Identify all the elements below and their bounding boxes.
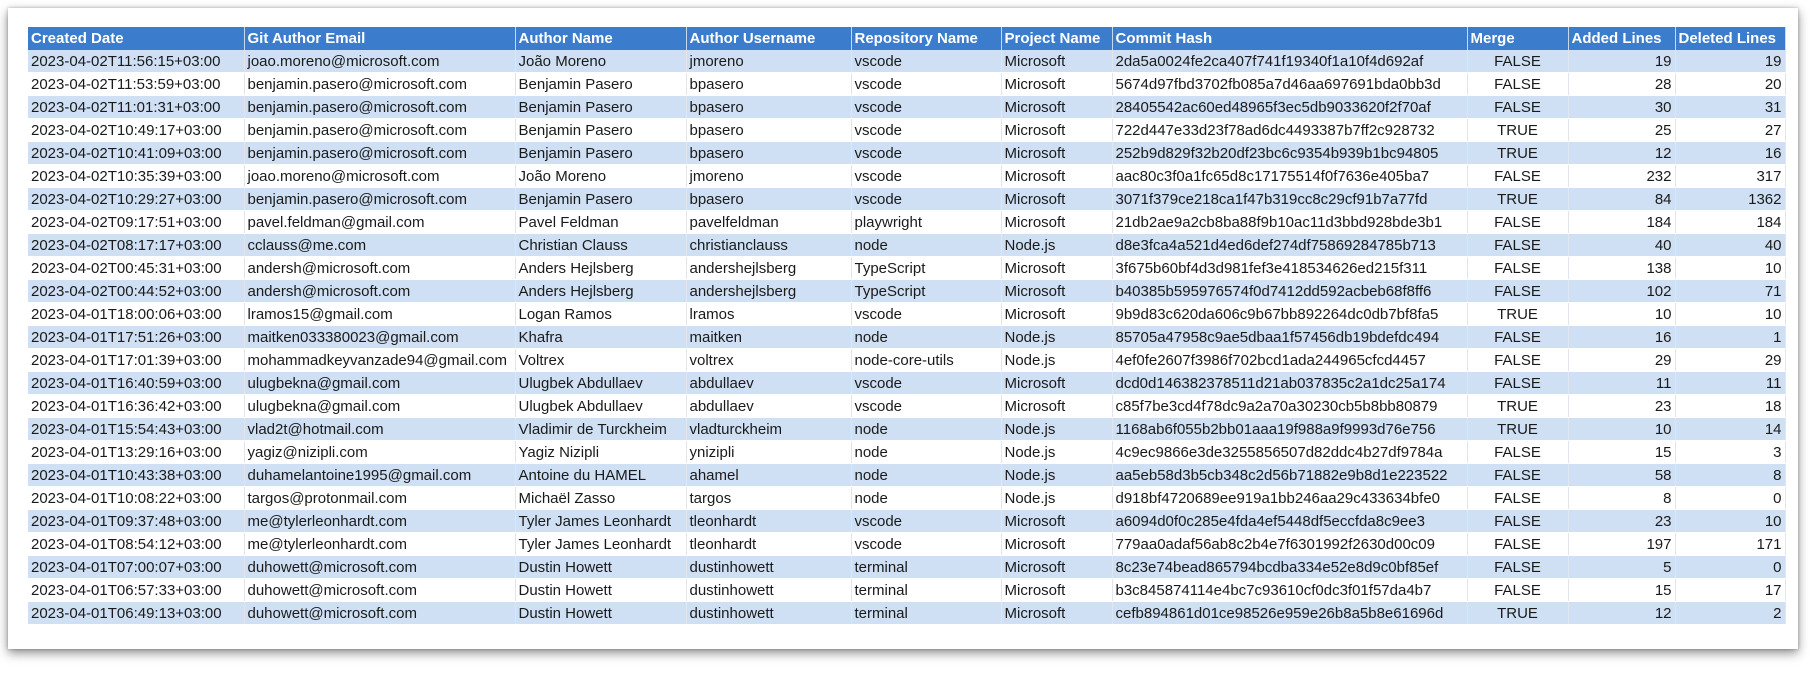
- table-row: [28, 602, 1785, 625]
- commit-hash-cell[interactable]: 252b9d829f32b20df23bc6c9354b939b1bc94805: [1112, 142, 1467, 165]
- table-row: [28, 211, 1785, 234]
- merge-cell[interactable]: FALSE: [1467, 326, 1568, 349]
- project-name-cell[interactable]: Microsoft: [1001, 510, 1112, 533]
- project-name-cell[interactable]: Node.js: [1001, 464, 1112, 487]
- author-username-cell[interactable]: tleonhardt: [686, 510, 851, 533]
- author-name-cell[interactable]: Benjamin Pasero: [515, 142, 686, 165]
- author-email-cell[interactable]: joao.moreno@microsoft.com: [244, 50, 515, 73]
- created-date-cell[interactable]: 2023-04-02T09:17:51+03:00: [28, 211, 244, 234]
- merge-cell[interactable]: TRUE: [1467, 602, 1568, 625]
- author-email-cell[interactable]: duhowett@microsoft.com: [244, 579, 515, 602]
- merge-cell[interactable]: FALSE: [1467, 464, 1568, 487]
- project-name-cell[interactable]: Node.js: [1001, 349, 1112, 372]
- author-username-cell[interactable]: vladturckheim: [686, 418, 851, 441]
- merge-cell[interactable]: FALSE: [1467, 165, 1568, 188]
- added-lines-cell[interactable]: 138: [1568, 257, 1675, 280]
- repository-name-cell[interactable]: vscode: [851, 188, 1001, 211]
- author-name-cell[interactable]: Benjamin Pasero: [515, 119, 686, 142]
- table-row: [28, 257, 1785, 280]
- added-lines-cell[interactable]: 30: [1568, 96, 1675, 119]
- added-lines-cell[interactable]: 28: [1568, 73, 1675, 96]
- col-header-added-lines[interactable]: Added Lines: [1568, 27, 1675, 50]
- author-email-cell[interactable]: pavel.feldman@gmail.com: [244, 211, 515, 234]
- project-name-cell[interactable]: Microsoft: [1001, 211, 1112, 234]
- author-email-cell[interactable]: duhowett@microsoft.com: [244, 556, 515, 579]
- created-date-cell[interactable]: 2023-04-02T00:45:31+03:00: [28, 257, 244, 280]
- project-name-cell[interactable]: Microsoft: [1001, 533, 1112, 556]
- repository-name-cell[interactable]: vscode: [851, 119, 1001, 142]
- table-row: [28, 349, 1785, 372]
- commit-hash-cell[interactable]: a6094d0f0c285e4fda4ef5448df5eccfda8c9ee3: [1112, 510, 1467, 533]
- author-username-cell[interactable]: bpasero: [686, 73, 851, 96]
- author-username-cell[interactable]: jmoreno: [686, 165, 851, 188]
- project-name-cell[interactable]: Microsoft: [1001, 96, 1112, 119]
- added-lines-cell[interactable]: 84: [1568, 188, 1675, 211]
- table-row: [28, 579, 1785, 602]
- project-name-cell[interactable]: Microsoft: [1001, 579, 1112, 602]
- spreadsheet-card: [8, 8, 1798, 649]
- author-name-cell[interactable]: Ulugbek Abdullaev: [515, 395, 686, 418]
- project-name-cell[interactable]: Microsoft: [1001, 372, 1112, 395]
- author-name-cell[interactable]: Logan Ramos: [515, 303, 686, 326]
- author-name-cell[interactable]: Dustin Howett: [515, 602, 686, 625]
- repository-name-cell[interactable]: terminal: [851, 579, 1001, 602]
- col-header-repository-name[interactable]: Repository Name: [851, 27, 1001, 50]
- deleted-lines-cell[interactable]: 29: [1675, 349, 1785, 372]
- project-name-cell[interactable]: Microsoft: [1001, 303, 1112, 326]
- deleted-lines-cell[interactable]: 71: [1675, 280, 1785, 303]
- project-name-cell[interactable]: Microsoft: [1001, 50, 1112, 73]
- author-username-cell[interactable]: andershejlsberg: [686, 280, 851, 303]
- col-header-commit-hash[interactable]: Commit Hash: [1112, 27, 1467, 50]
- deleted-lines-cell[interactable]: 3: [1675, 441, 1785, 464]
- col-header-project-name[interactable]: Project Name: [1001, 27, 1112, 50]
- repository-name-cell[interactable]: vscode: [851, 142, 1001, 165]
- author-username-cell[interactable]: abdullaev: [686, 395, 851, 418]
- repository-name-cell[interactable]: vscode: [851, 96, 1001, 119]
- repository-name-cell[interactable]: node: [851, 234, 1001, 257]
- deleted-lines-cell[interactable]: 0: [1675, 487, 1785, 510]
- col-header-deleted-lines[interactable]: Deleted Lines: [1675, 27, 1785, 50]
- project-name-cell[interactable]: Microsoft: [1001, 280, 1112, 303]
- commit-hash-cell[interactable]: 4ef0fe2607f3986f702bcd1ada244965cfcd4457: [1112, 349, 1467, 372]
- repository-name-cell[interactable]: TypeScript: [851, 257, 1001, 280]
- added-lines-cell[interactable]: 197: [1568, 533, 1675, 556]
- project-name-cell[interactable]: Microsoft: [1001, 142, 1112, 165]
- table-row: [28, 142, 1785, 165]
- deleted-lines-cell[interactable]: 20: [1675, 73, 1785, 96]
- created-date-cell[interactable]: 2023-04-01T18:00:06+03:00: [28, 303, 244, 326]
- created-date-cell[interactable]: 2023-04-02T10:41:09+03:00: [28, 142, 244, 165]
- col-header-author-name[interactable]: Author Name: [515, 27, 686, 50]
- created-date-cell[interactable]: 2023-04-02T11:53:59+03:00: [28, 73, 244, 96]
- created-date-cell[interactable]: 2023-04-01T08:54:12+03:00: [28, 533, 244, 556]
- table-row: [28, 418, 1785, 441]
- deleted-lines-cell[interactable]: 317: [1675, 165, 1785, 188]
- created-date-cell[interactable]: 2023-04-02T11:56:15+03:00: [28, 50, 244, 73]
- merge-cell[interactable]: FALSE: [1467, 441, 1568, 464]
- author-name-cell[interactable]: Tyler James Leonhardt: [515, 510, 686, 533]
- deleted-lines-cell[interactable]: 10: [1675, 257, 1785, 280]
- table-row: [28, 303, 1785, 326]
- merge-cell[interactable]: FALSE: [1467, 556, 1568, 579]
- author-username-cell[interactable]: maitken: [686, 326, 851, 349]
- project-name-cell[interactable]: Node.js: [1001, 441, 1112, 464]
- created-date-cell[interactable]: 2023-04-02T08:17:17+03:00: [28, 234, 244, 257]
- merge-cell[interactable]: TRUE: [1467, 188, 1568, 211]
- repository-name-cell[interactable]: vscode: [851, 533, 1001, 556]
- author-email-cell[interactable]: benjamin.pasero@microsoft.com: [244, 142, 515, 165]
- col-header-merge[interactable]: Merge: [1467, 27, 1568, 50]
- added-lines-cell[interactable]: 12: [1568, 602, 1675, 625]
- author-name-cell[interactable]: Benjamin Pasero: [515, 73, 686, 96]
- commit-hash-cell[interactable]: 722d447e33d23f78ad6dc4493387b7ff2c928732: [1112, 119, 1467, 142]
- table-row: [28, 96, 1785, 119]
- author-email-cell[interactable]: cclauss@me.com: [244, 234, 515, 257]
- added-lines-cell[interactable]: 23: [1568, 395, 1675, 418]
- commit-hash-cell[interactable]: 3f675b60bf4d3d981fef3e418534626ed215f311: [1112, 257, 1467, 280]
- repository-name-cell[interactable]: terminal: [851, 602, 1001, 625]
- merge-cell[interactable]: TRUE: [1467, 303, 1568, 326]
- merge-cell[interactable]: FALSE: [1467, 579, 1568, 602]
- author-email-cell[interactable]: andersh@microsoft.com: [244, 280, 515, 303]
- deleted-lines-cell[interactable]: 16: [1675, 142, 1785, 165]
- repository-name-cell[interactable]: playwright: [851, 211, 1001, 234]
- repository-name-cell[interactable]: vscode: [851, 303, 1001, 326]
- author-email-cell[interactable]: ulugbekna@gmail.com: [244, 372, 515, 395]
- merge-cell[interactable]: TRUE: [1467, 119, 1568, 142]
- added-lines-cell[interactable]: 16: [1568, 326, 1675, 349]
- added-lines-cell[interactable]: 10: [1568, 418, 1675, 441]
- added-lines-cell[interactable]: 58: [1568, 464, 1675, 487]
- commit-hash-cell[interactable]: aa5eb58d3b5cb348c2d56b71882e9b8d1e223522: [1112, 464, 1467, 487]
- deleted-lines-cell[interactable]: 10: [1675, 510, 1785, 533]
- repository-name-cell[interactable]: node: [851, 464, 1001, 487]
- author-email-cell[interactable]: benjamin.pasero@microsoft.com: [244, 188, 515, 211]
- table-row: [28, 533, 1785, 556]
- deleted-lines-cell[interactable]: 40: [1675, 234, 1785, 257]
- table-row: [28, 280, 1785, 303]
- table-row: [28, 50, 1785, 73]
- author-username-cell[interactable]: dustinhowett: [686, 579, 851, 602]
- commit-hash-cell[interactable]: 2da5a0024fe2ca407f741f19340f1a10f4d692af: [1112, 50, 1467, 73]
- added-lines-cell[interactable]: 102: [1568, 280, 1675, 303]
- merge-cell[interactable]: FALSE: [1467, 211, 1568, 234]
- added-lines-cell[interactable]: 15: [1568, 579, 1675, 602]
- created-date-cell[interactable]: 2023-04-02T10:49:17+03:00: [28, 119, 244, 142]
- merge-cell[interactable]: FALSE: [1467, 349, 1568, 372]
- repository-name-cell[interactable]: vscode: [851, 372, 1001, 395]
- added-lines-cell[interactable]: 15: [1568, 441, 1675, 464]
- author-email-cell[interactable]: vlad2t@hotmail.com: [244, 418, 515, 441]
- table-row: [28, 510, 1785, 533]
- deleted-lines-cell[interactable]: 10: [1675, 303, 1785, 326]
- project-name-cell[interactable]: Microsoft: [1001, 188, 1112, 211]
- author-username-cell[interactable]: pavelfeldman: [686, 211, 851, 234]
- deleted-lines-cell[interactable]: 11: [1675, 372, 1785, 395]
- author-name-cell[interactable]: Tyler James Leonhardt: [515, 533, 686, 556]
- author-email-cell[interactable]: me@tylerleonhardt.com: [244, 510, 515, 533]
- commit-hash-cell[interactable]: dcd0d146382378511d21ab037835c2a1dc25a174: [1112, 372, 1467, 395]
- table-row: [28, 188, 1785, 211]
- author-username-cell[interactable]: bpasero: [686, 188, 851, 211]
- author-email-cell[interactable]: me@tylerleonhardt.com: [244, 533, 515, 556]
- created-date-cell[interactable]: 2023-04-01T07:00:07+03:00: [28, 556, 244, 579]
- added-lines-cell[interactable]: 23: [1568, 510, 1675, 533]
- author-name-cell[interactable]: Vladimir de Turckheim: [515, 418, 686, 441]
- author-name-cell[interactable]: Voltrex: [515, 349, 686, 372]
- created-date-cell[interactable]: 2023-04-01T16:40:59+03:00: [28, 372, 244, 395]
- added-lines-cell[interactable]: 29: [1568, 349, 1675, 372]
- created-date-cell[interactable]: 2023-04-02T11:01:31+03:00: [28, 96, 244, 119]
- deleted-lines-cell[interactable]: 184: [1675, 211, 1785, 234]
- project-name-cell[interactable]: Node.js: [1001, 418, 1112, 441]
- table-row: [28, 165, 1785, 188]
- added-lines-cell[interactable]: 184: [1568, 211, 1675, 234]
- repository-name-cell[interactable]: vscode: [851, 510, 1001, 533]
- author-name-cell[interactable]: Antoine du HAMEL: [515, 464, 686, 487]
- project-name-cell[interactable]: Microsoft: [1001, 165, 1112, 188]
- author-email-cell[interactable]: andersh@microsoft.com: [244, 257, 515, 280]
- repository-name-cell[interactable]: node: [851, 487, 1001, 510]
- created-date-cell[interactable]: 2023-04-01T10:43:38+03:00: [28, 464, 244, 487]
- author-email-cell[interactable]: lramos15@gmail.com: [244, 303, 515, 326]
- author-username-cell[interactable]: abdullaev: [686, 372, 851, 395]
- table-row: [28, 326, 1785, 349]
- deleted-lines-cell[interactable]: 17: [1675, 579, 1785, 602]
- merge-cell[interactable]: FALSE: [1467, 533, 1568, 556]
- merge-cell[interactable]: TRUE: [1467, 418, 1568, 441]
- commits-table: [28, 27, 1786, 625]
- table-body: [28, 50, 1785, 625]
- commit-hash-cell[interactable]: 1168ab6f055b2bb01aaa19f988a9f9993d76e756: [1112, 418, 1467, 441]
- author-name-cell[interactable]: Ulugbek Abdullaev: [515, 372, 686, 395]
- created-date-cell[interactable]: 2023-04-01T17:01:39+03:00: [28, 349, 244, 372]
- merge-cell[interactable]: TRUE: [1467, 395, 1568, 418]
- deleted-lines-cell[interactable]: 1362: [1675, 188, 1785, 211]
- table-row: [28, 234, 1785, 257]
- author-email-cell[interactable]: ulugbekna@gmail.com: [244, 395, 515, 418]
- repository-name-cell[interactable]: node-core-utils: [851, 349, 1001, 372]
- commit-hash-cell[interactable]: 8c23e74bead865794bcdba334e52e8d9c0bf85ef: [1112, 556, 1467, 579]
- merge-cell[interactable]: FALSE: [1467, 510, 1568, 533]
- project-name-cell[interactable]: Node.js: [1001, 326, 1112, 349]
- commit-hash-cell[interactable]: cefb894861d01ce98526e959e26b8a5b8e61696d: [1112, 602, 1467, 625]
- author-username-cell[interactable]: ahamel: [686, 464, 851, 487]
- author-name-cell[interactable]: Anders Hejlsberg: [515, 257, 686, 280]
- table-row: [28, 464, 1785, 487]
- merge-cell[interactable]: FALSE: [1467, 257, 1568, 280]
- created-date-cell[interactable]: 2023-04-01T06:57:33+03:00: [28, 579, 244, 602]
- deleted-lines-cell[interactable]: 171: [1675, 533, 1785, 556]
- created-date-cell[interactable]: 2023-04-01T06:49:13+03:00: [28, 602, 244, 625]
- added-lines-cell[interactable]: 12: [1568, 142, 1675, 165]
- project-name-cell[interactable]: Node.js: [1001, 234, 1112, 257]
- table-row: [28, 395, 1785, 418]
- author-email-cell[interactable]: duhamelantoine1995@gmail.com: [244, 464, 515, 487]
- commit-hash-cell[interactable]: 9b9d83c620da606c9b67bb892264dc0db7bf8fa5: [1112, 303, 1467, 326]
- added-lines-cell[interactable]: 232: [1568, 165, 1675, 188]
- deleted-lines-cell[interactable]: 14: [1675, 418, 1785, 441]
- commit-hash-cell[interactable]: 21db2ae9a2cb8ba88f9b10ac11d3bbd928bde3b1: [1112, 211, 1467, 234]
- commit-hash-cell[interactable]: 5674d97fbd3702fb085a7d46aa697691bda0bb3d: [1112, 73, 1467, 96]
- merge-cell[interactable]: FALSE: [1467, 234, 1568, 257]
- deleted-lines-cell[interactable]: 31: [1675, 96, 1785, 119]
- author-name-cell[interactable]: Yagiz Nizipli: [515, 441, 686, 464]
- added-lines-cell[interactable]: 11: [1568, 372, 1675, 395]
- table-row: [28, 119, 1785, 142]
- author-username-cell[interactable]: bpasero: [686, 119, 851, 142]
- repository-name-cell[interactable]: vscode: [851, 165, 1001, 188]
- project-name-cell[interactable]: Microsoft: [1001, 395, 1112, 418]
- created-date-cell[interactable]: 2023-04-01T16:36:42+03:00: [28, 395, 244, 418]
- author-email-cell[interactable]: targos@protonmail.com: [244, 487, 515, 510]
- created-date-cell[interactable]: 2023-04-01T09:37:48+03:00: [28, 510, 244, 533]
- col-header-author-username[interactable]: Author Username: [686, 27, 851, 50]
- commit-hash-cell[interactable]: c85f7be3cd4f78dc9a2a70a30230cb5b8bb80879: [1112, 395, 1467, 418]
- author-username-cell[interactable]: andershejlsberg: [686, 257, 851, 280]
- author-username-cell[interactable]: tleonhardt: [686, 533, 851, 556]
- merge-cell[interactable]: TRUE: [1467, 142, 1568, 165]
- created-date-cell[interactable]: 2023-04-01T13:29:16+03:00: [28, 441, 244, 464]
- author-name-cell[interactable]: Pavel Feldman: [515, 211, 686, 234]
- header-row: [28, 27, 1785, 50]
- project-name-cell[interactable]: Microsoft: [1001, 556, 1112, 579]
- author-username-cell[interactable]: dustinhowett: [686, 602, 851, 625]
- table-row: [28, 372, 1785, 395]
- created-date-cell[interactable]: 2023-04-02T10:35:39+03:00: [28, 165, 244, 188]
- author-name-cell[interactable]: Anders Hejlsberg: [515, 280, 686, 303]
- author-username-cell[interactable]: voltrex: [686, 349, 851, 372]
- author-name-cell[interactable]: Benjamin Pasero: [515, 188, 686, 211]
- deleted-lines-cell[interactable]: 2: [1675, 602, 1785, 625]
- author-username-cell[interactable]: lramos: [686, 303, 851, 326]
- table-row: [28, 556, 1785, 579]
- col-header-git-author-email[interactable]: Git Author Email: [244, 27, 515, 50]
- commit-hash-cell[interactable]: 28405542ac60ed48965f3ec5db9033620f2f70af: [1112, 96, 1467, 119]
- project-name-cell[interactable]: Microsoft: [1001, 602, 1112, 625]
- commit-hash-cell[interactable]: 85705a47958c9ae5dbaa1f57456db19bdefdc494: [1112, 326, 1467, 349]
- deleted-lines-cell[interactable]: 18: [1675, 395, 1785, 418]
- author-email-cell[interactable]: benjamin.pasero@microsoft.com: [244, 119, 515, 142]
- author-email-cell[interactable]: yagiz@nizipli.com: [244, 441, 515, 464]
- repository-name-cell[interactable]: vscode: [851, 73, 1001, 96]
- merge-cell[interactable]: FALSE: [1467, 96, 1568, 119]
- repository-name-cell[interactable]: node: [851, 418, 1001, 441]
- table-row: [28, 487, 1785, 510]
- author-name-cell[interactable]: Michaël Zasso: [515, 487, 686, 510]
- added-lines-cell[interactable]: 8: [1568, 487, 1675, 510]
- repository-name-cell[interactable]: node: [851, 441, 1001, 464]
- repository-name-cell[interactable]: TypeScript: [851, 280, 1001, 303]
- project-name-cell[interactable]: Node.js: [1001, 487, 1112, 510]
- merge-cell[interactable]: FALSE: [1467, 280, 1568, 303]
- table-row: [28, 441, 1785, 464]
- author-name-cell[interactable]: Dustin Howett: [515, 579, 686, 602]
- repository-name-cell[interactable]: vscode: [851, 50, 1001, 73]
- deleted-lines-cell[interactable]: 1: [1675, 326, 1785, 349]
- author-name-cell[interactable]: Christian Clauss: [515, 234, 686, 257]
- deleted-lines-cell[interactable]: 8: [1675, 464, 1785, 487]
- project-name-cell[interactable]: Microsoft: [1001, 119, 1112, 142]
- deleted-lines-cell[interactable]: 0: [1675, 556, 1785, 579]
- author-name-cell[interactable]: Benjamin Pasero: [515, 96, 686, 119]
- merge-cell[interactable]: FALSE: [1467, 372, 1568, 395]
- author-name-cell[interactable]: Khafra: [515, 326, 686, 349]
- author-username-cell[interactable]: targos: [686, 487, 851, 510]
- author-username-cell[interactable]: bpasero: [686, 142, 851, 165]
- deleted-lines-cell[interactable]: 27: [1675, 119, 1785, 142]
- table-row: [28, 73, 1785, 96]
- deleted-lines-cell[interactable]: 19: [1675, 50, 1785, 73]
- commit-hash-cell[interactable]: b3c845874114e4bc7c93610cf0dc3f01f57da4b7: [1112, 579, 1467, 602]
- author-username-cell[interactable]: jmoreno: [686, 50, 851, 73]
- author-email-cell[interactable]: joao.moreno@microsoft.com: [244, 165, 515, 188]
- commit-hash-cell[interactable]: aac80c3f0a1fc65d8c17175514f0f7636e405ba7: [1112, 165, 1467, 188]
- author-name-cell[interactable]: João Moreno: [515, 165, 686, 188]
- author-email-cell[interactable]: mohammadkeyvanzade94@gmail.com: [244, 349, 515, 372]
- commit-hash-cell[interactable]: d918bf4720689ee919a1bb246aa29c433634bfe0: [1112, 487, 1467, 510]
- commit-hash-cell[interactable]: d8e3fca4a521d4ed6def274df75869284785b713: [1112, 234, 1467, 257]
- commit-hash-cell[interactable]: 4c9ec9866e3de3255856507d82ddc4b27df9784a: [1112, 441, 1467, 464]
- created-date-cell[interactable]: 2023-04-02T10:29:27+03:00: [28, 188, 244, 211]
- author-username-cell[interactable]: dustinhowett: [686, 556, 851, 579]
- project-name-cell[interactable]: Microsoft: [1001, 73, 1112, 96]
- author-name-cell[interactable]: Dustin Howett: [515, 556, 686, 579]
- created-date-cell[interactable]: 2023-04-01T15:54:43+03:00: [28, 418, 244, 441]
- author-email-cell[interactable]: maitken033380023@gmail.com: [244, 326, 515, 349]
- added-lines-cell[interactable]: 25: [1568, 119, 1675, 142]
- created-date-cell[interactable]: 2023-04-02T00:44:52+03:00: [28, 280, 244, 303]
- merge-cell[interactable]: FALSE: [1467, 50, 1568, 73]
- project-name-cell[interactable]: Microsoft: [1001, 257, 1112, 280]
- merge-cell[interactable]: FALSE: [1467, 487, 1568, 510]
- repository-name-cell[interactable]: node: [851, 326, 1001, 349]
- created-date-cell[interactable]: 2023-04-01T17:51:26+03:00: [28, 326, 244, 349]
- added-lines-cell[interactable]: 40: [1568, 234, 1675, 257]
- commit-hash-cell[interactable]: b40385b595976574f0d7412dd592acbeb68f8ff6: [1112, 280, 1467, 303]
- author-email-cell[interactable]: duhowett@microsoft.com: [244, 602, 515, 625]
- repository-name-cell[interactable]: vscode: [851, 395, 1001, 418]
- added-lines-cell[interactable]: 19: [1568, 50, 1675, 73]
- added-lines-cell[interactable]: 10: [1568, 303, 1675, 326]
- author-username-cell[interactable]: christianclauss: [686, 234, 851, 257]
- added-lines-cell[interactable]: 5: [1568, 556, 1675, 579]
- author-email-cell[interactable]: benjamin.pasero@microsoft.com: [244, 73, 515, 96]
- author-name-cell[interactable]: João Moreno: [515, 50, 686, 73]
- author-username-cell[interactable]: bpasero: [686, 96, 851, 119]
- repository-name-cell[interactable]: terminal: [851, 556, 1001, 579]
- created-date-cell[interactable]: 2023-04-01T10:08:22+03:00: [28, 487, 244, 510]
- author-email-cell[interactable]: benjamin.pasero@microsoft.com: [244, 96, 515, 119]
- commit-hash-cell[interactable]: 779aa0adaf56ab8c2b4e7f6301992f2630d00c09: [1112, 533, 1467, 556]
- commit-hash-cell[interactable]: 3071f379ce218ca1f47b319cc8c29cf91b7a77fd: [1112, 188, 1467, 211]
- author-username-cell[interactable]: ynizipli: [686, 441, 851, 464]
- col-header-created-date[interactable]: Created Date: [28, 27, 244, 50]
- merge-cell[interactable]: FALSE: [1467, 73, 1568, 96]
